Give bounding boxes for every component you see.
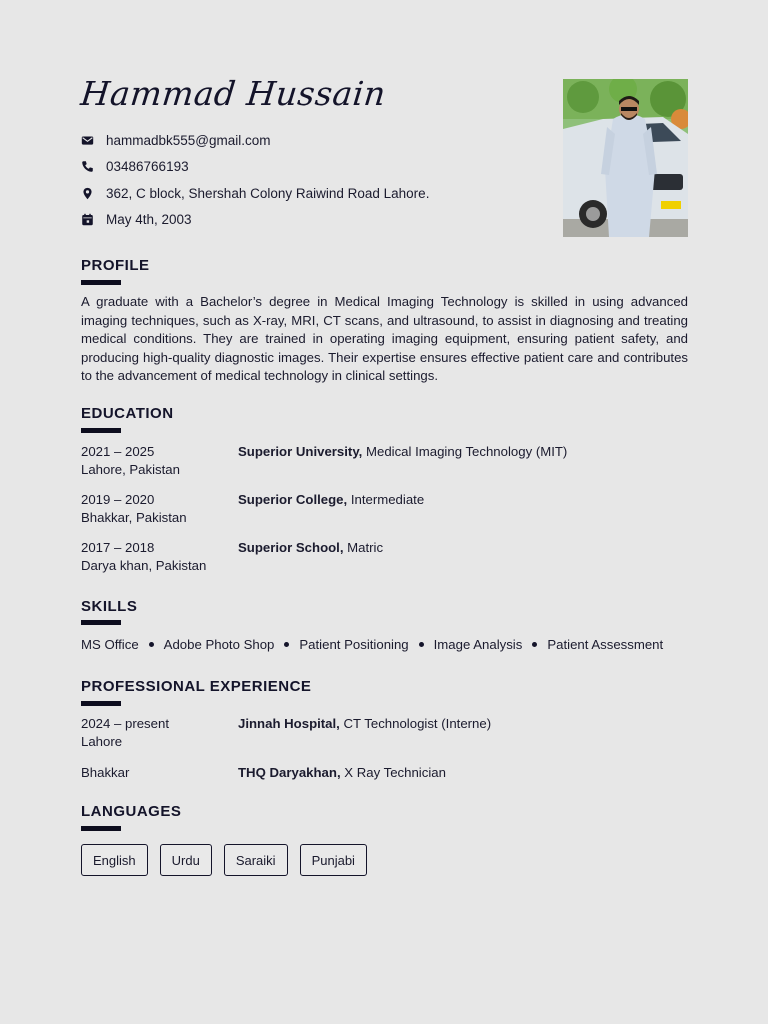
education-program: Matric bbox=[343, 540, 384, 555]
experience-years: 2024 – present bbox=[81, 716, 169, 731]
section-underline bbox=[81, 620, 121, 625]
email-text: hammadbk555@gmail.com bbox=[106, 132, 271, 148]
language-tag: English bbox=[81, 844, 148, 876]
experience-role: CT Technologist (Interne) bbox=[339, 716, 492, 731]
languages-list bbox=[81, 844, 379, 876]
skill-item: Patient Assessment bbox=[547, 637, 664, 652]
section-title-education: EDUCATION bbox=[81, 405, 174, 422]
experience-location: Lahore bbox=[81, 734, 123, 750]
education-location: Lahore, Pakistan bbox=[81, 462, 180, 478]
address-text: 362, C block, Shershah Colony Raiwind Road Lahore. bbox=[106, 185, 430, 201]
candidate-name: Hammad Hussain bbox=[78, 74, 388, 113]
skill-item: MS Office bbox=[81, 637, 139, 652]
profile-photo bbox=[563, 79, 688, 237]
section-title-profile: PROFILE bbox=[81, 257, 150, 274]
education-program: Intermediate bbox=[347, 492, 425, 507]
profile-summary: A graduate with a Bachelor’s degree in Medical Imaging Technology is skilled in using advanced imaging techniques, such as X-ray, MRI, CT scans, and ultrasound, to assist in diagnosing and treating medical conditions. They are trained in operating imaging equipment, ensuring patient safety, and producing high-quality diagnostic images. Their expertise ensures effective patient care and contributes to the advancement of medical technology in clinical settings. bbox=[81, 294, 688, 383]
contact-email bbox=[81, 127, 429, 154]
envelope-icon bbox=[81, 134, 94, 147]
section-title-experience: PROFESSIONAL EXPERIENCE bbox=[81, 678, 312, 695]
bullet-dot bbox=[419, 642, 424, 647]
education-location: Darya khan, Pakistan bbox=[81, 558, 207, 574]
phone-text: 03486766193 bbox=[106, 159, 189, 175]
skill-item: Patient Positioning bbox=[299, 637, 409, 652]
section-underline bbox=[81, 428, 121, 433]
location-pin-icon bbox=[81, 187, 94, 200]
contact-dob bbox=[81, 207, 429, 234]
bullet-dot bbox=[284, 642, 289, 647]
experience-role: X Ray Technician bbox=[340, 765, 446, 780]
skill-item: Adobe Photo Shop bbox=[163, 637, 275, 652]
section-underline bbox=[81, 826, 121, 831]
experience-employer: Jinnah Hospital, bbox=[238, 716, 340, 731]
contact-phone bbox=[81, 154, 429, 181]
dob-text: May 4th, 2003 bbox=[106, 212, 192, 228]
language-tag: Punjabi bbox=[300, 844, 367, 876]
language-tag: Saraiki bbox=[224, 844, 288, 876]
education-program: Medical Imaging Technology (MIT) bbox=[362, 444, 568, 459]
experience-location: Bhakkar bbox=[81, 765, 130, 780]
calendar-icon bbox=[81, 213, 94, 226]
education-institution: Superior School, bbox=[238, 540, 344, 555]
education-years: 2021 – 2025 bbox=[81, 444, 155, 459]
skills-list bbox=[81, 637, 663, 652]
education-location: Bhakkar, Pakistan bbox=[81, 510, 187, 526]
education-institution: Superior College, bbox=[238, 492, 348, 507]
education-years: 2017 – 2018 bbox=[81, 540, 155, 555]
contact-address bbox=[81, 180, 429, 207]
language-tag: Urdu bbox=[160, 844, 212, 876]
section-underline bbox=[81, 280, 121, 285]
section-underline bbox=[81, 701, 121, 706]
education-institution: Superior University, bbox=[238, 444, 363, 459]
section-title-skills: SKILLS bbox=[81, 598, 138, 615]
experience-employer: THQ Daryakhan, bbox=[238, 765, 341, 780]
phone-icon bbox=[81, 160, 94, 173]
skill-item: Image Analysis bbox=[433, 637, 523, 652]
bullet-dot bbox=[149, 642, 154, 647]
bullet-dot bbox=[532, 642, 537, 647]
contact-list bbox=[81, 127, 429, 233]
section-title-languages: LANGUAGES bbox=[81, 803, 182, 820]
education-years: 2019 – 2020 bbox=[81, 492, 155, 507]
